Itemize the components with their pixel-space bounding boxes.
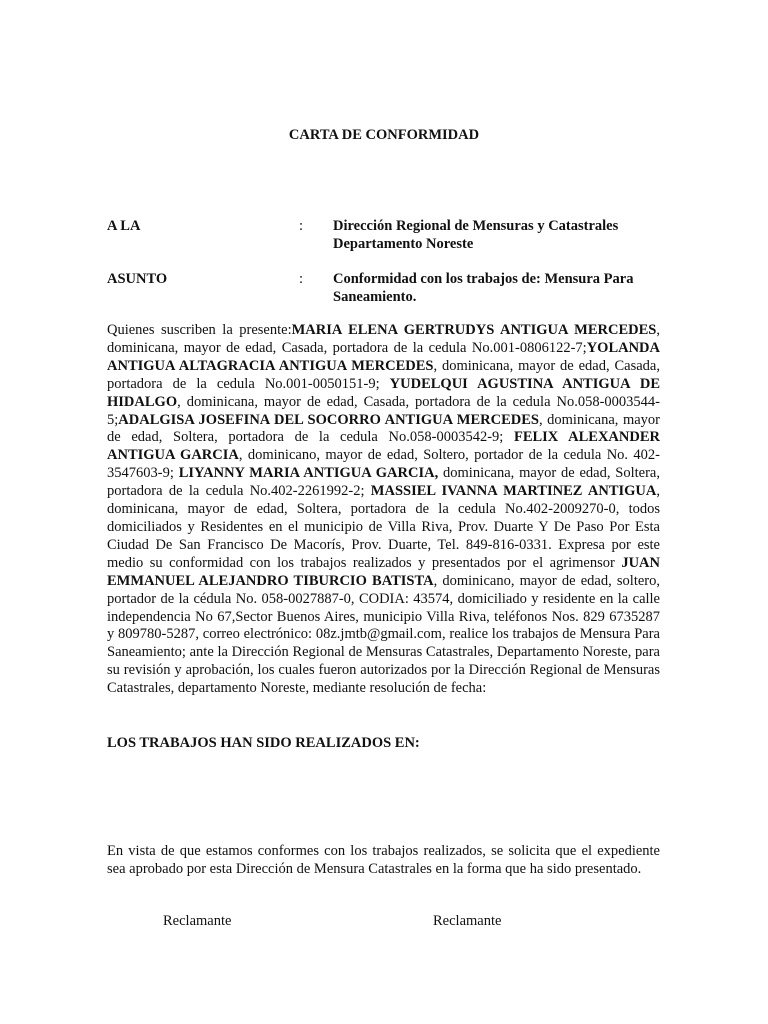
body-segment: , dominicana, mayor de edad, Casada, portadora de la cedula No.001-0050151-9; xyxy=(107,357,660,392)
body-segment-name: YUDELQUI AGUSTINA ANTIGUA DE HIDALGO xyxy=(107,375,660,410)
body-segment: , dominicana, mayor de edad, Casada, portadora de la cedula No.058-0003544-5; xyxy=(107,393,660,428)
body-segment-name: MASSIEL IVANNA MARTINEZ ANTIGUA xyxy=(370,483,657,500)
subject-label: ASUNTO xyxy=(107,271,168,287)
recipient-colon: : xyxy=(299,218,304,234)
closing-paragraph: En vista de que estamos conformes con los trabajos realizados, se solicita que el expediente sea aprobado por esta Dirección de Mensura Catastrales en la forma que ha sido presentado. xyxy=(107,843,660,877)
signature-left: Reclamante xyxy=(163,913,232,929)
body-segment: , dominicana, mayor de edad, Soltera, portadora de la cedula No.402-2009270-0, todos domiciliados y Residentes en el municipio de Villa Riva, Prov. Duarte Y De Paso Por Esta Ciudad De San Francisco De Macorís, Prov. Duarte, Tel. 849-816-0331. Expresa por este medio su conformidad con los trabajos realizados y presentados por el agrimensor xyxy=(107,483,661,571)
recipient-value: Dirección Regional de Mensuras y Catastrales Departamento Noreste xyxy=(333,218,619,252)
document-title: CARTA DE CONFORMIDAD xyxy=(288,127,480,143)
body-segment: Quienes suscriben la presente: xyxy=(107,322,292,338)
body-paragraph xyxy=(107,322,660,698)
body-segment-name: LIYANNY MARIA ANTIGUA GARCIA, xyxy=(178,465,439,482)
body-segment: , dominicano, mayor de edad, Soltero, portador de la cedula No. 402-3547603-9; xyxy=(107,447,660,482)
section-heading: LOS TRABAJOS HAN SIDO REALIZADOS EN: xyxy=(107,735,420,751)
body-segment-name: FELIX ALEXANDER ANTIGUA GARCIA xyxy=(107,429,660,464)
body-segment-name: ADALGISA JOSEFINA DEL SOCORRO ANTIGUA MERCEDES xyxy=(118,411,539,428)
subject-colon: : xyxy=(299,271,304,287)
body-segment: , dominicana, mayor de edad, Soltera, portadora de la cedula No.058-0003542-9; xyxy=(107,411,660,446)
body-segment: , dominicano, mayor de edad, soltero, portador de la cédula No. 058-0027887-0, CODIA: 43574, domiciliado y residente en la calle independencia No 67,Sector Buenos Aires, municipio Villa Riva, teléfonos Nos. 829 6735287 y 809780-5287, correo electrónico: 08z.jmtb@gmail.com, realice los trabajos de Mensura Para Saneamiento; ante la Dirección Regional de Mensuras Catastrales, Departamento Noreste, para su revisión y aprobación, los cuales fueron autorizados por la Dirección Regional de Mensuras Catastrales, departamento Noreste, mediante resolución de fecha: xyxy=(107,572,661,697)
body-segment: dominicana, mayor de edad, Soltera, portadora de la cedula No.402-2261992-2; xyxy=(107,465,660,500)
body-segment-name: JUAN EMMANUEL ALEJANDRO TIBURCIO BATISTA xyxy=(107,554,660,589)
recipient-label: A LA xyxy=(107,218,141,234)
subject-value: Conformidad con los trabajos de: Mensura Para Saneamiento. xyxy=(333,271,634,305)
body-segment-name: YOLANDA ANTIGUA ALTAGRACIA ANTIGUA MERCEDES xyxy=(107,339,660,374)
body-segment: , dominicana, mayor de edad, Casada, portadora de la cedula No.001-0806122-7; xyxy=(107,322,660,356)
body-segment-name: MARIA ELENA GERTRUDYS ANTIGUA MERCEDES xyxy=(291,322,657,338)
signature-right: Reclamante xyxy=(433,913,502,929)
